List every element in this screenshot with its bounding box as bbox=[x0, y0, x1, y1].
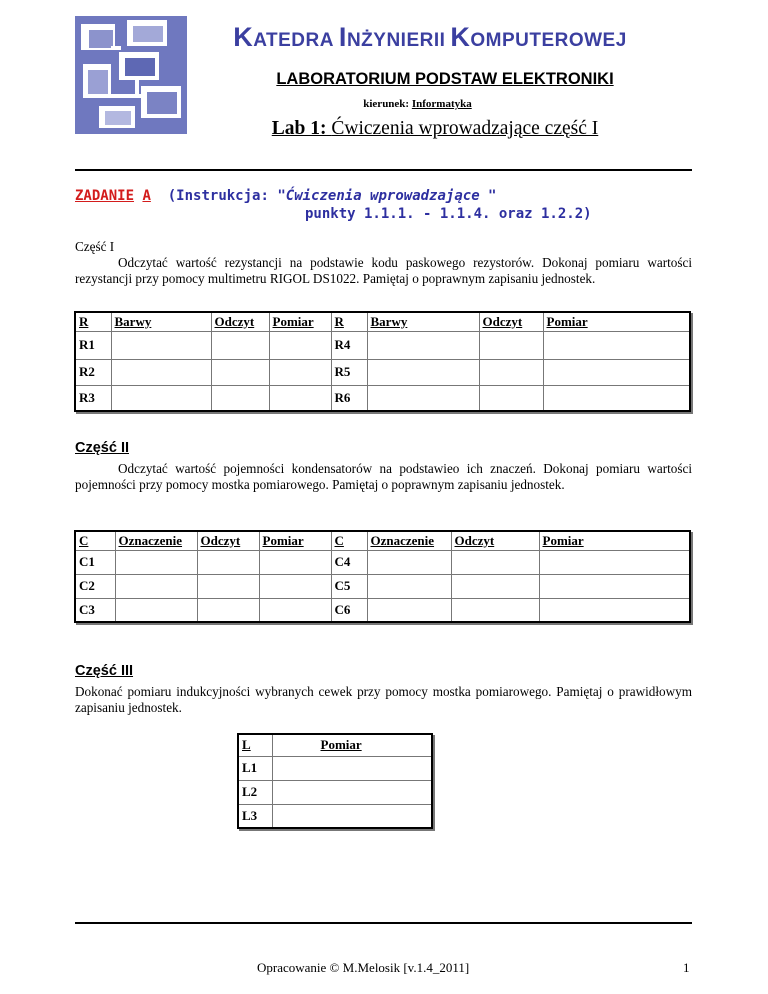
table-row bbox=[75, 359, 690, 385]
kierunek-line bbox=[215, 98, 620, 110]
row-label: C2 bbox=[75, 574, 115, 598]
part1-desc: Odczytać wartość rezystancji na podstawie kodu paskowego rezystorów. Dokonaj pomiaru wartości rezystancji przy pomocy multimetru RIGOL DS1022. Pamiętaj o poprawnym zapisaniu jednostek. bbox=[75, 255, 692, 286]
part3-title: Część III bbox=[75, 663, 134, 679]
part3-text bbox=[75, 684, 692, 716]
row-label: C6 bbox=[331, 598, 367, 622]
col-header: Odczyt bbox=[451, 531, 539, 550]
table-row bbox=[75, 550, 690, 574]
row-label: L2 bbox=[238, 780, 272, 804]
part2-text bbox=[75, 461, 692, 493]
row-label: L1 bbox=[238, 756, 272, 780]
kierunek-value: Informatyka bbox=[411, 98, 472, 110]
col-header: Pomiar bbox=[272, 734, 432, 756]
footer-credit: Opracowanie © M.Melosik [v.1.4_2011] bbox=[257, 960, 470, 975]
footer-divider bbox=[75, 922, 692, 924]
row-label: R4 bbox=[331, 331, 367, 359]
col-header: Odczyt bbox=[197, 531, 259, 550]
col-header: Pomiar bbox=[543, 312, 690, 331]
table-row bbox=[75, 385, 690, 411]
table-header-row bbox=[238, 734, 432, 756]
row-label: R3 bbox=[75, 385, 111, 411]
col-header: Barwy bbox=[111, 312, 211, 331]
department-logo bbox=[75, 16, 187, 134]
row-label: R5 bbox=[331, 359, 367, 385]
task-line bbox=[75, 188, 497, 204]
col-header: Pomiar bbox=[539, 531, 690, 550]
col-header: R bbox=[331, 312, 367, 331]
table-row bbox=[238, 756, 432, 780]
table-row bbox=[238, 780, 432, 804]
col-header: R bbox=[75, 312, 111, 331]
dept-word-1: KATEDRA bbox=[233, 22, 334, 52]
inductor-table bbox=[237, 733, 433, 829]
table-row bbox=[75, 331, 690, 359]
row-label: C4 bbox=[331, 550, 367, 574]
table-header-row bbox=[75, 531, 690, 550]
table-header-row bbox=[75, 312, 690, 331]
part2-title: Część II bbox=[75, 440, 129, 456]
lab-name-text: Ćwiczenia wprowadzające część I bbox=[331, 118, 599, 139]
part3-desc: Dokonać pomiaru indukcyjności wybranych cewek przy pomocy mostka pomiarowego. Pamiętaj o prawidłowym zapisaniu jednostek. bbox=[75, 684, 692, 715]
row-label: L3 bbox=[238, 804, 272, 828]
dept-word-3: KOMPUTEROWEJ bbox=[450, 22, 627, 52]
capacitor-table bbox=[74, 530, 691, 623]
col-header: Oznaczenie bbox=[115, 531, 197, 550]
header-divider bbox=[75, 169, 692, 171]
task-instr-open: (Instrukcja: bbox=[167, 188, 269, 204]
col-header: Pomiar bbox=[269, 312, 331, 331]
row-label: C3 bbox=[75, 598, 115, 622]
col-header: C bbox=[75, 531, 115, 550]
col-header: Pomiar bbox=[259, 531, 331, 550]
resistor-table bbox=[74, 311, 691, 412]
part2-desc: Odczytać wartość pojemności kondensatorów na podstawieo ich znaczeń. Dokonaj pomiaru wartości pojemności przy pomocy mostka pomiarowego. Pamiętaj o poprawnym zapisaniu jednostek. bbox=[75, 461, 692, 492]
table-row bbox=[238, 804, 432, 828]
col-header: C bbox=[331, 531, 367, 550]
kierunek-label: kierunek: bbox=[363, 98, 410, 110]
col-header: Barwy bbox=[367, 312, 479, 331]
task-points: punkty 1.1.1. - 1.1.4. oraz 1.2.2) bbox=[305, 206, 592, 222]
table-row bbox=[75, 598, 690, 622]
row-label: R6 bbox=[331, 385, 367, 411]
task-instr-name: "Ćwiczenia wprowadzające " bbox=[277, 188, 497, 204]
col-header: Odczyt bbox=[479, 312, 543, 331]
department-title bbox=[220, 22, 640, 53]
task-label: ZADANIE bbox=[75, 188, 135, 204]
col-header: Oznaczenie bbox=[367, 531, 451, 550]
lab-title: LABORATORIUM PODSTAW ELEKTRONIKI bbox=[276, 70, 614, 88]
table-row bbox=[75, 574, 690, 598]
lab-name bbox=[200, 118, 670, 140]
part1-text bbox=[75, 239, 692, 287]
lab-prefix: Lab 1: bbox=[271, 118, 327, 139]
row-label: R2 bbox=[75, 359, 111, 385]
row-label: R1 bbox=[75, 331, 111, 359]
row-label: C5 bbox=[331, 574, 367, 598]
page-number: 1 bbox=[683, 960, 690, 975]
row-label: C1 bbox=[75, 550, 115, 574]
task-letter: A bbox=[142, 188, 151, 204]
col-header: L bbox=[238, 734, 272, 756]
col-header: Odczyt bbox=[211, 312, 269, 331]
dept-word-2: INŻYNIERII bbox=[338, 22, 446, 52]
part1-title: Część I bbox=[75, 239, 115, 254]
